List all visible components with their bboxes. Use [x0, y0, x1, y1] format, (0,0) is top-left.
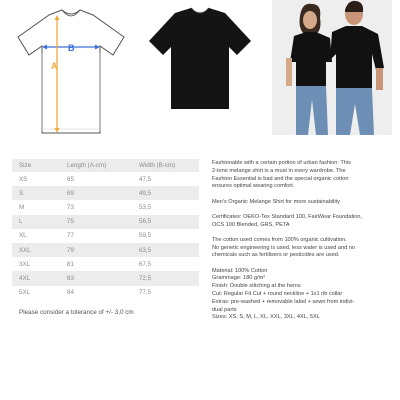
length-cell: 73	[67, 203, 74, 211]
label-a: A	[51, 61, 58, 71]
intro-paragraph: Fashionable with a certain portion of urban fashion: This 2-tone melange shirt is a must in every wardrobe. The Fashion Essential is bad and the special organic cotton ensures optimal wearing comfort.	[212, 160, 351, 190]
length-cell: 77	[67, 232, 74, 240]
width-cell: 77,5	[139, 289, 152, 297]
width-cell: 49,5	[132, 186, 199, 200]
model-photo	[272, 0, 392, 135]
product-description	[212, 160, 394, 322]
table-row	[12, 243, 199, 257]
table-row	[12, 215, 199, 229]
size-measurement-diagram	[12, 5, 130, 140]
length-cell: 69	[60, 186, 132, 200]
table-header-row	[12, 159, 199, 172]
length-cell: 65	[67, 175, 74, 183]
header-length: Length (A-cm)	[60, 159, 132, 172]
size-cell: XXL	[12, 243, 60, 257]
table-row	[12, 257, 199, 271]
size-cell: 4XL	[12, 271, 60, 285]
size-cell: L	[12, 215, 60, 229]
table-row	[12, 286, 199, 300]
width-cell: 56,5	[132, 215, 199, 229]
length-cell: 75	[60, 215, 132, 229]
product-photo	[147, 5, 253, 140]
size-cell: 5XL	[19, 289, 31, 297]
black-tshirt	[149, 8, 251, 109]
width-cell: 72,5	[132, 271, 199, 285]
width-cell: 63,5	[132, 243, 199, 257]
table-row	[12, 172, 199, 186]
tolerance-note: Please consider a tolerance of +/- 3,0 cm	[19, 309, 134, 316]
size-cell: M	[19, 203, 25, 211]
width-cell: 47,5	[139, 175, 152, 183]
width-cell: 59,5	[139, 232, 152, 240]
product-line: Men's Organic Melange Shirt for more sustainability	[212, 198, 340, 205]
table-row	[12, 229, 199, 243]
cotton-paragraph: The cotton used comes from 100% organic cultivation. No genetic engineering is used, less water is used and no chemicals such as fertilisers or pesticides are used.	[212, 236, 356, 259]
size-chart-table	[12, 159, 199, 300]
certificates-paragraph: Certificates: OEKO-Tex Standard 100, FairWear Foundation, OCS 100 Blended, GRS, PETA	[212, 213, 363, 228]
width-cell: 67,5	[139, 260, 152, 268]
table-row	[12, 200, 199, 214]
width-cell: 53,5	[139, 203, 152, 211]
tshirt-outline	[18, 10, 124, 133]
table-row	[12, 271, 199, 285]
length-cell: 81	[67, 260, 74, 268]
size-cell: XS	[19, 175, 28, 183]
header-width: Width (B-cm)	[132, 159, 199, 172]
header-size: Size	[12, 159, 60, 172]
length-cell: 83	[60, 271, 132, 285]
specs-list: Material: 100% Cotton Grammage: 180 g/m² Finish: Double stitching at the hems Cut: Regular Fit Cut + round neckline + 1x1 rib collar Extras: pre-washed + removable label + sewn from indivi- dual parts Sizes: XS, S, M, L, XL, XXL, 3XL, 4XL, 5XL	[212, 267, 355, 321]
table-row	[12, 186, 199, 200]
length-cell: 84	[67, 289, 74, 297]
label-b: B	[68, 43, 75, 53]
size-cell: XL	[19, 232, 27, 240]
size-cell: 3XL	[19, 260, 31, 268]
size-cell: S	[12, 186, 60, 200]
length-cell: 79	[60, 243, 132, 257]
